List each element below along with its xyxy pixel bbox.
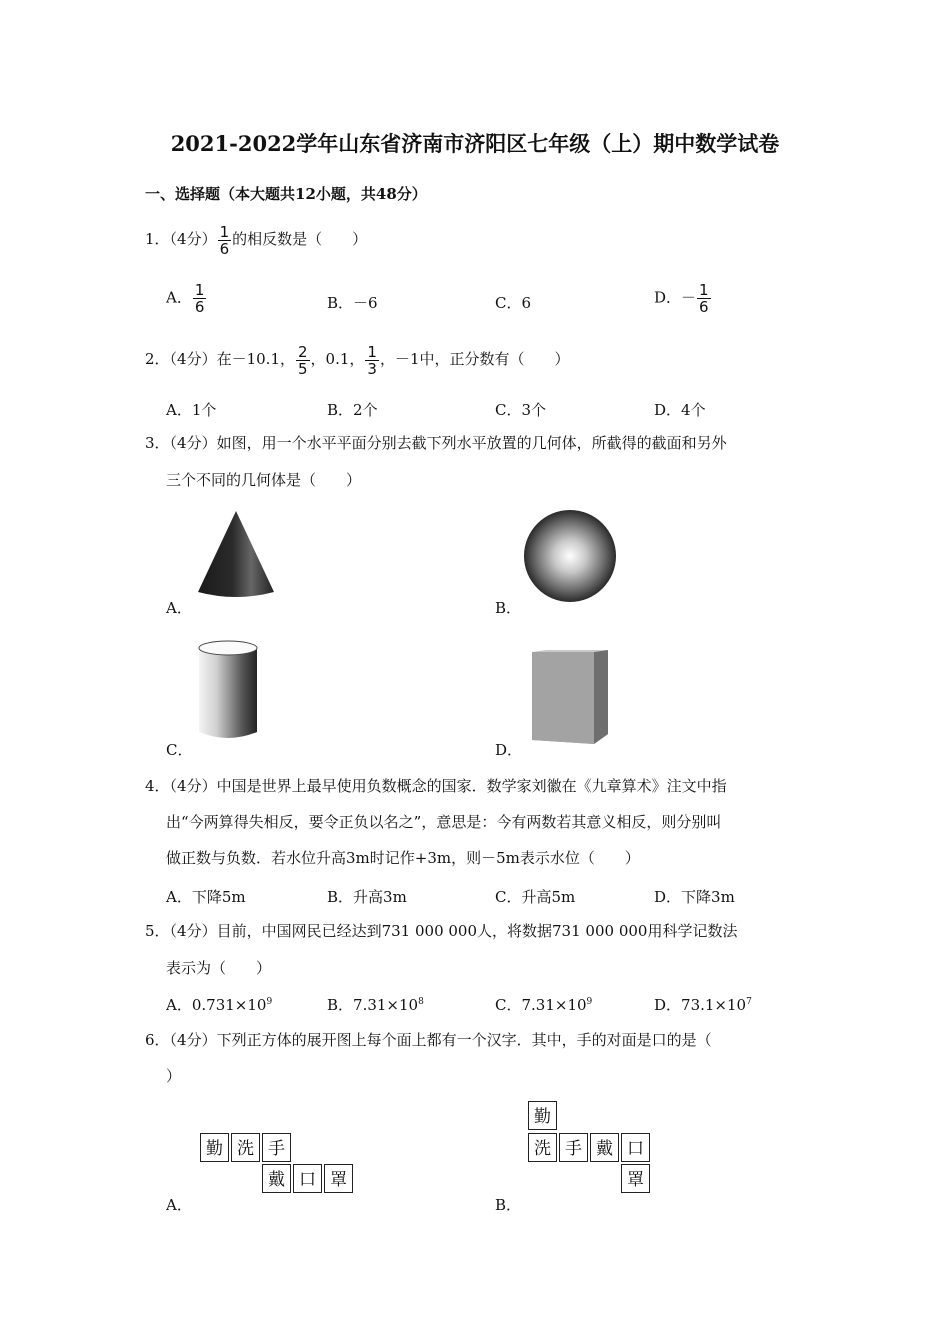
net-b-cell-dai: 戴	[590, 1133, 619, 1162]
q4-line-1: 4．（4分）中国是世界上最早使用负数概念的国家．数学家刘徽在《九章算术》注文中指	[145, 777, 727, 795]
q3-line-2: 三个不同的几何体是（ ）	[166, 471, 362, 489]
net-b-cell-shou: 手	[559, 1133, 588, 1162]
q2-f1-den: 5	[298, 359, 308, 378]
net-b-cell-kou: 口	[621, 1133, 650, 1162]
net-b-cell-xi: 洗	[528, 1133, 557, 1162]
prism-figure	[528, 648, 614, 746]
net-a-cell-zhao: 罩	[324, 1164, 353, 1193]
q2-option-a: A．1个	[166, 401, 217, 419]
q1-frac-den: 6	[219, 239, 230, 258]
q3-option-d-label: D．	[495, 741, 523, 759]
q4-line-2: 出“今两算得失相反，要令正负以名之”，意思是：今有两数若其意义相反，则分别叫	[166, 813, 722, 831]
q1-fraction	[218, 224, 232, 257]
q1-option-d-label: D．－	[654, 288, 697, 307]
q4-option-a: A．下降5m	[166, 888, 246, 906]
net-a-cell-xi: 洗	[231, 1133, 260, 1162]
q2-option-c: C．3个	[495, 401, 547, 419]
q5-line-2: 表示为（ ）	[166, 959, 272, 977]
section-heading: 一、选择题（本大题共12小题，共48分）	[145, 185, 427, 203]
q3-option-a-label: A．	[166, 599, 192, 617]
q1-frac-num: 1	[219, 222, 230, 241]
q2-f2-num: 1	[367, 342, 377, 361]
q5-option-d	[654, 994, 752, 1015]
q2-text-3: ，－1中，正分数有（ ）	[379, 350, 570, 368]
q6-option-b-label: B．	[495, 1196, 522, 1214]
q2-text-1: （4分）在－10.1，	[169, 350, 295, 368]
page-title: 2021-2022学年山东省济南市济阳区七年级（上）期中数学试卷	[170, 131, 780, 156]
q1-number: 1．	[145, 230, 170, 248]
q4-option-d: D．下降3m	[654, 888, 735, 906]
q4-line-3: 做正数与负数．若水位升高3m时记作+3m，则－5m表示水位（ ）	[166, 849, 640, 867]
q5-a-base: A．0.731×10	[166, 996, 267, 1014]
q1-option-b: B．－6	[327, 294, 378, 312]
net-b-cell-qin: 勤	[528, 1101, 557, 1130]
q5-option-c	[495, 994, 592, 1015]
q4-option-c: C．升高5m	[495, 888, 576, 906]
q2-f1-num: 2	[298, 342, 308, 361]
q6-line-2: ）	[166, 1067, 182, 1085]
cone-figure	[190, 508, 280, 598]
q5-b-exp: 8	[418, 997, 424, 1007]
q1-a-num: 1	[194, 281, 205, 299]
cylinder-figure	[193, 638, 263, 744]
net-a-cell-dai: 戴	[262, 1164, 291, 1193]
q2-number: 2．	[145, 350, 170, 368]
q5-option-b	[327, 994, 424, 1015]
q5-c-base: C．7.31×10	[495, 996, 587, 1014]
net-a-cell-shou: 手	[262, 1133, 291, 1162]
sphere-figure	[518, 508, 622, 604]
q3-option-c-label: C．	[166, 741, 193, 759]
net-a-cell-qin: 勤	[200, 1133, 229, 1162]
q2-option-b: B．2个	[327, 401, 378, 419]
q1-text: 的相反数是（ ）	[232, 230, 368, 248]
q1-score: （4分）	[169, 230, 217, 248]
q3-option-b-label: B．	[495, 599, 522, 617]
q2-text-2: ，0.1，	[310, 350, 365, 368]
q5-d-base: D．73.1×10	[654, 996, 747, 1014]
net-a-cell-kou: 口	[293, 1164, 322, 1193]
q6-option-a-label: A．	[166, 1196, 192, 1214]
q1-d-num: 1	[699, 281, 709, 299]
q1-option-c: C．6	[495, 294, 532, 312]
q1-option-a	[166, 282, 207, 315]
q5-c-exp: 9	[586, 997, 593, 1007]
q5-a-exp: 9	[266, 997, 273, 1007]
question-1	[145, 221, 367, 257]
q2-option-d: D．4个	[654, 401, 706, 419]
q3-line-1: 3．（4分）如图，用一个水平平面分别去截下列水平放置的几何体，所截得的截面和另外	[145, 434, 727, 452]
q4-option-b: B．升高3m	[327, 888, 407, 906]
q6-line-1: 6．（4分）下列正方体的展开图上每个面上都有一个汉字．其中，手的对面是口的是（	[145, 1031, 712, 1049]
q1-option-d	[654, 282, 712, 315]
q1-option-a-label: A．	[166, 288, 192, 307]
net-b-cell-zhao: 罩	[621, 1164, 650, 1193]
question-2	[145, 341, 570, 377]
q5-line-1: 5．（4分）目前，中国网民已经达到731 000 000人，将数据731 000 000用科学记数法	[145, 922, 738, 940]
q5-option-a	[166, 994, 272, 1015]
q5-b-base: B．7.31×10	[327, 996, 419, 1014]
q2-f2-den: 3	[367, 359, 377, 378]
q1-d-den: 6	[699, 298, 709, 316]
q1-a-den: 6	[194, 298, 205, 316]
q5-d-exp: 7	[746, 997, 752, 1007]
